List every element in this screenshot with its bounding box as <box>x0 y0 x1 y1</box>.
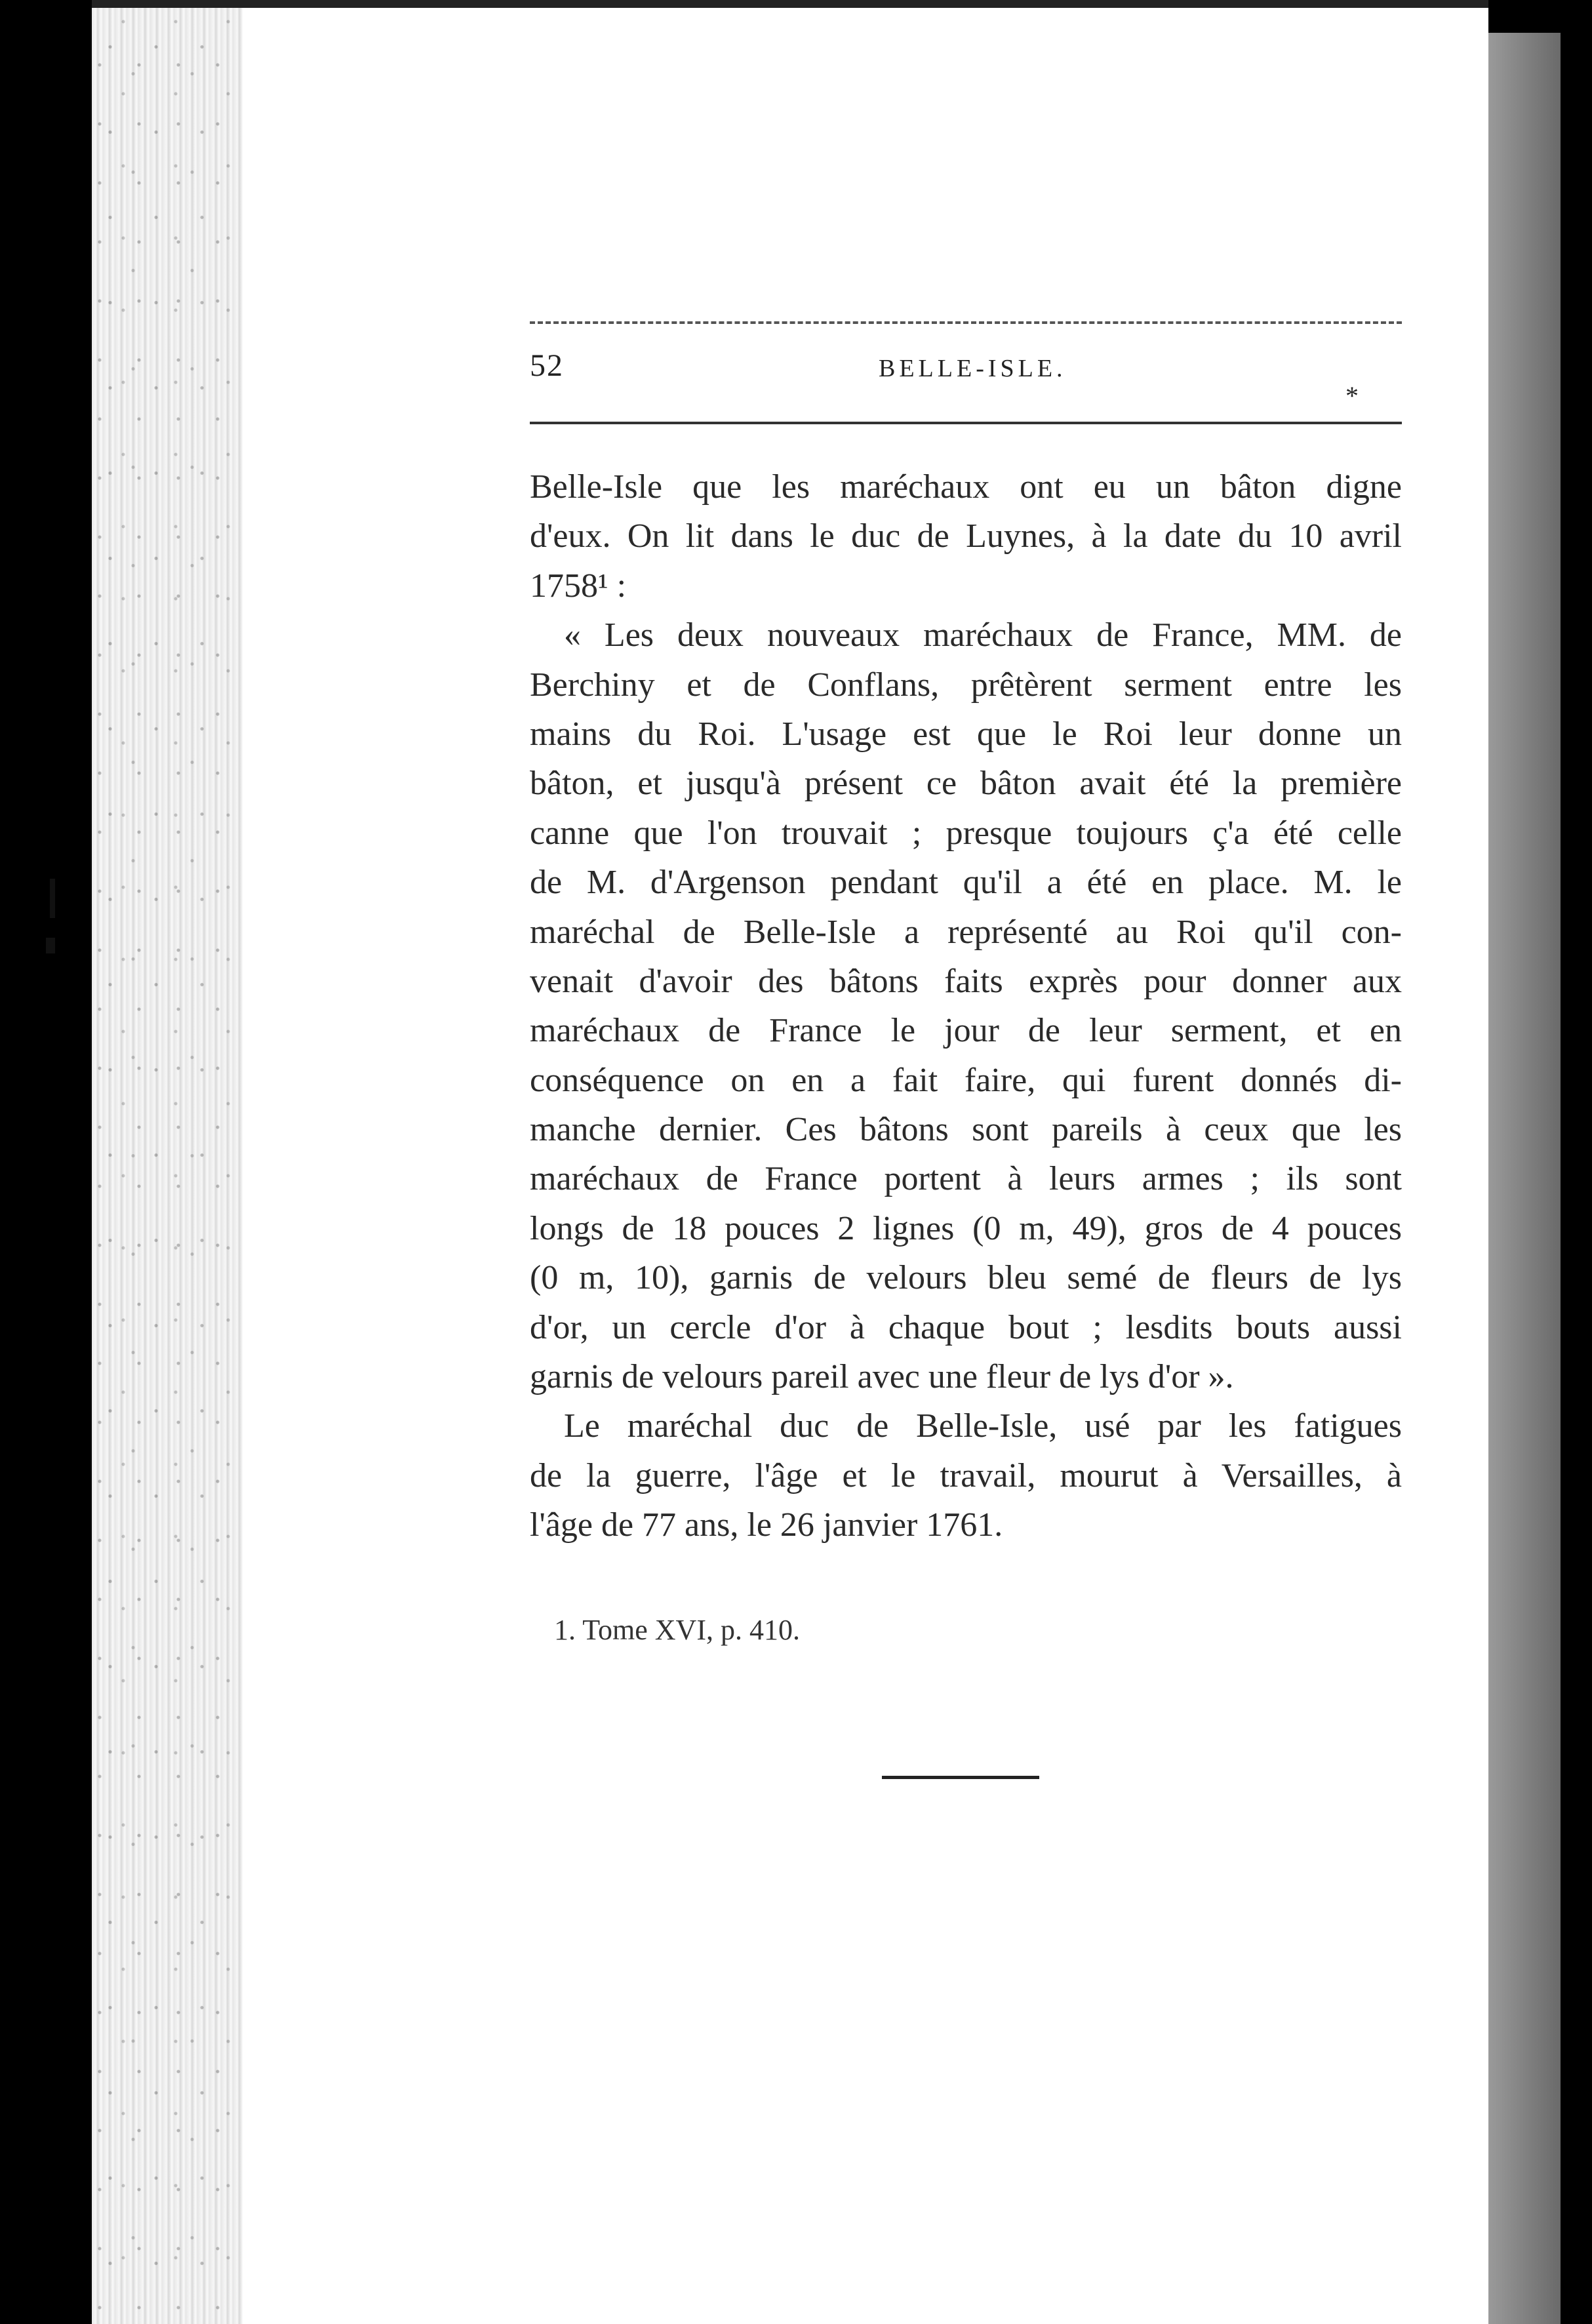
text-line: bâton, et jusqu'à présent ce bâton avait été la première <box>530 765 1402 803</box>
text-line: « Les deux nouveaux maréchaux de France, MM. de <box>564 616 1402 654</box>
header-bottom-rule <box>530 422 1402 424</box>
text-line: de M. d'Argenson pendant qu'il a été en place. M. le <box>530 864 1402 902</box>
footnote: 1. Tome XVI, p. 410. <box>554 1614 800 1646</box>
text-line: mains du Roi. L'usage est que le Roi leur donne un <box>530 715 1402 753</box>
text-line: d'or, un cercle d'or à chaque bout ; lesdits bouts aussi <box>530 1308 1402 1346</box>
text-line: maréchal de Belle-Isle a représenté au Roi qu'il con- <box>530 913 1402 951</box>
text-line: maréchaux de France le jour de leur serment, et en <box>530 1012 1402 1050</box>
text-line: venait d'avoir des bâtons faits exprès pour donner aux <box>530 962 1402 1000</box>
page-number: 52 <box>530 348 564 383</box>
scan-mark <box>50 879 55 918</box>
scan-border-top-right <box>1488 0 1592 33</box>
text-line: longs de 18 pouces 2 lignes (0 m, 49), gros de 4 pouces <box>530 1209 1402 1247</box>
text-line: d'eux. On lit dans le duc de Luynes, à la date du 10 avril <box>530 517 1402 555</box>
text-line: conséquence on en a fait faire, qui furent donnés di- <box>530 1061 1402 1099</box>
text-line: l'âge de 77 ans, le 26 janvier 1761. <box>530 1506 1003 1544</box>
scan-border-right <box>1561 0 1592 2324</box>
running-title: BELLE-ISLE. <box>879 355 1067 382</box>
body-text <box>530 462 1402 1550</box>
text-line: canne que l'on trouvait ; presque toujours ç'a été celle <box>530 814 1402 852</box>
next-page-edge <box>1488 0 1561 2324</box>
text-line: maréchaux de France portent à leurs armes ; ils sont <box>530 1160 1402 1198</box>
text-line: (0 m, 10), garnis de velours bleu semé de fleurs de lys <box>530 1259 1402 1297</box>
text-line: manche dernier. Ces bâtons sont pareils à ceux que les <box>530 1111 1402 1149</box>
text-line: 1758¹ : <box>530 567 627 605</box>
page-edges <box>92 0 243 2324</box>
header-top-rule <box>530 321 1402 324</box>
scan-border-left <box>0 0 92 2324</box>
page-top-edge <box>92 0 1488 8</box>
text-line: Le maréchal duc de Belle-Isle, usé par les fatigues <box>564 1407 1402 1445</box>
text-line: Belle-Isle que les maréchaux ont eu un bâton digne <box>530 468 1402 506</box>
scan-mark <box>46 938 55 953</box>
text-line: garnis de velours pareil avec une fleur de lys d'or ». <box>530 1358 1234 1396</box>
header-mark: * <box>1345 381 1359 411</box>
end-rule <box>882 1776 1039 1779</box>
text-line: Berchiny et de Conflans, prêtèrent serment entre les <box>530 666 1402 704</box>
text-line: de la guerre, l'âge et le travail, mourut à Versailles, à <box>530 1456 1402 1494</box>
